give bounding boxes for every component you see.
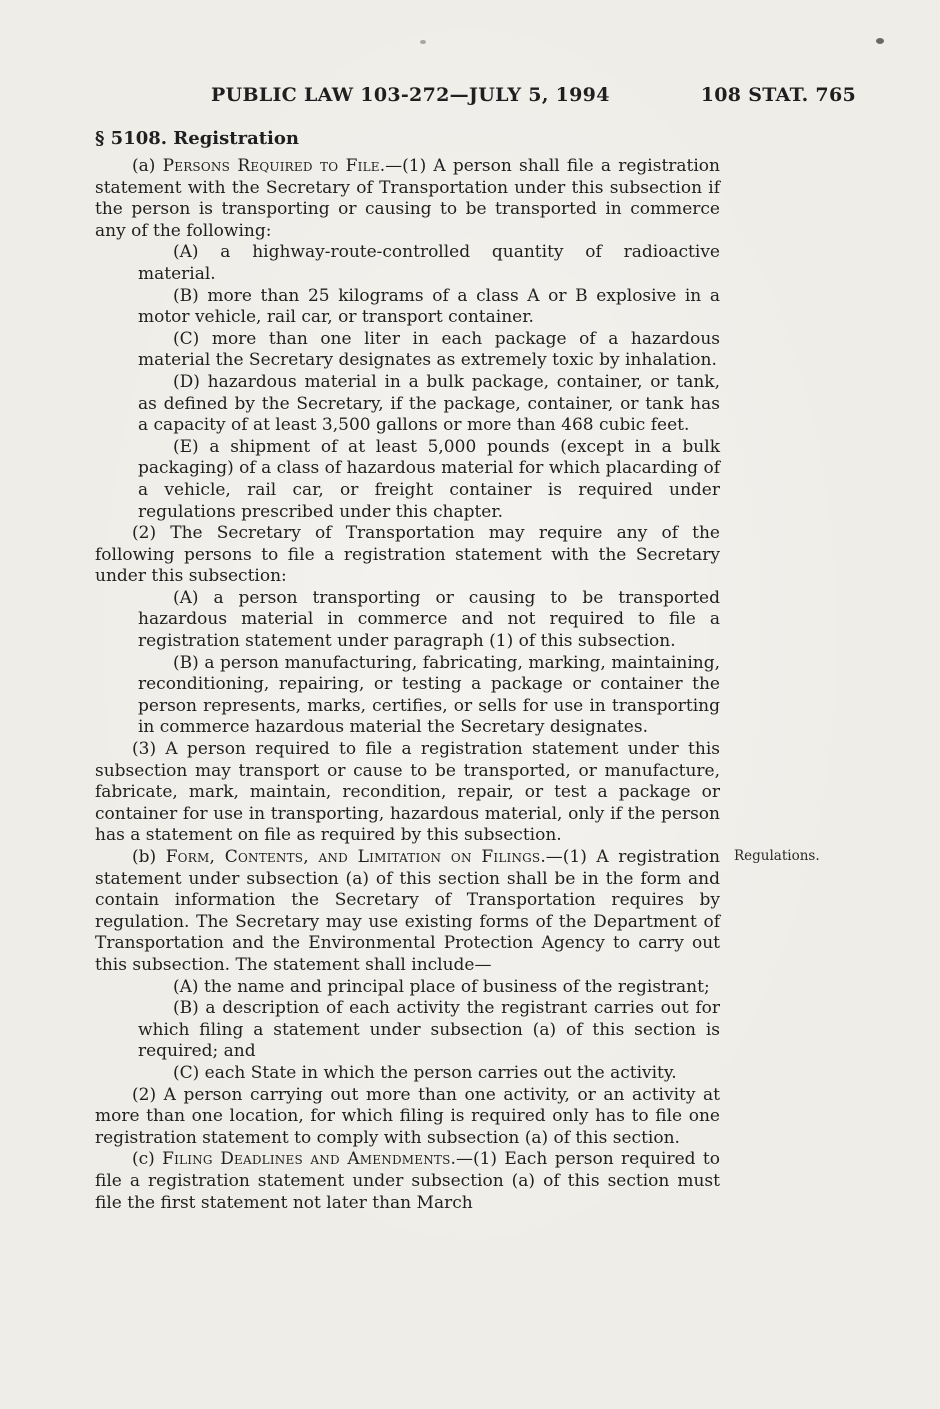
paragraph-text: .—(1) Each person required to file a registration statement under subsection (a) of this section must file the first statement not later than March: [95, 1149, 720, 1213]
paragraph-text: .—(1) A person shall file a registration statement with the Secretary of Transportation under this subsection if the person is transporting or causing to be transported in commerce any of the following:: [95, 156, 720, 241]
paragraph-text: (D) hazardous material in a bulk package, container, or tank, as defined by the Secretary, if the package, container, or tank has a capacity of at least 3,500 gallons or more than 468 cubic feet.: [138, 371, 720, 436]
paragraph-text: (B) a description of each activity the registrant carries out for which filing a statement under subsection (a) of this section is required; and: [138, 998, 720, 1062]
margin-note: Regulations.: [734, 848, 820, 864]
small-caps-subsection-heading: Form, Contents, and Limitation on Filings: [165, 847, 541, 867]
paragraph: [138, 242, 720, 285]
paragraph: [138, 998, 720, 1063]
small-caps-subsection-heading: Persons Required to File: [162, 156, 380, 176]
paragraph: [95, 1149, 720, 1214]
running-head: [95, 84, 856, 110]
paragraph: [138, 1063, 720, 1085]
paragraph: [138, 977, 720, 999]
statute-body: [95, 128, 820, 1214]
paragraph-text: (A) a person transporting or causing to be transported hazardous material in commerce and not required to file a registration statement under paragraph (1) of this subsection.: [138, 587, 720, 652]
paragraph-text: (2) The Secretary of Transportation may require any of the following persons to file a registration statement with the Secretary under this subsection:: [95, 523, 720, 587]
paragraph: [95, 156, 720, 242]
paragraph-text: (B) more than 25 kilograms of a class A or B explosive in a motor vehicle, rail car, or transport container.: [138, 285, 720, 328]
paragraph-text: .—(1) A registration statement under subsection (a) of this section shall be in the form and contain information the Secretary of Transportation requires by regulation. The Secretary may use existing forms of the Department of Transportation and the Environmental Protection Agency to carry out this subsection. The statement shall include—: [95, 847, 720, 975]
paragraph-text: (a): [132, 156, 163, 176]
paragraph-text: (A) a highway-route-controlled quantity of radioactive material.: [138, 242, 720, 284]
paragraph: [95, 847, 820, 977]
scan-speck: [876, 38, 884, 44]
paragraph-text: (B) a person manufacturing, fabricating, marking, maintaining, reconditioning, repairing, or testing a package or container the person represents, marks, certifies, or sells for use in transporting in commerce hazardous material the Secretary designates.: [138, 652, 720, 738]
paragraph: [138, 372, 720, 437]
paragraph-text: (E) a shipment of at least 5,000 pounds (except in a bulk packaging) of a class of hazardous material for which placarding of a vehicle, rail car, or freight container is required under regulations prescribed under this chapter.: [138, 436, 720, 522]
paragraph-text: (b): [132, 847, 166, 867]
paragraph: [138, 437, 720, 523]
section-heading: § 5108. Registration: [95, 128, 299, 149]
paragraph: [138, 329, 720, 372]
paragraph-text: (c): [132, 1149, 163, 1170]
paragraph-text: (C) each State in which the person carries out the activity.: [173, 1062, 677, 1083]
paragraph-text: (C) more than one liter in each package of a hazardous material the Secretary designates as extremely toxic by inhalation.: [138, 328, 720, 371]
paragraph-text: (2) A person carrying out more than one activity, or an activity at more than one location, for which filing is required only has to file one registration statement to comply with subsection (a) of this section.: [95, 1084, 720, 1148]
paragraph: [138, 588, 720, 653]
paragraph: [138, 653, 720, 739]
paragraph: [95, 739, 720, 847]
small-caps-subsection-heading: Filing Deadlines and Amendments: [162, 1149, 451, 1170]
paragraph: [95, 523, 720, 588]
paragraph: [95, 1085, 720, 1150]
law-title: PUBLIC LAW 103-272—JULY 5, 1994: [211, 84, 610, 106]
paragraph-text: (3) A person required to file a registration statement under this subsection may transport or cause to be transported, or manufacture, fabricate, mark, maintain, recondition, repair, or test a package or container for use in transporting, hazardous material, only if the person has a statement on file as required by this subsection.: [95, 739, 720, 846]
statute-page-number: 108 STAT. 765: [700, 84, 856, 106]
paragraph: [138, 286, 720, 329]
paragraph-text: (A) the name and principal place of business of the registrant;: [173, 976, 710, 997]
scan-speck: [420, 40, 426, 44]
